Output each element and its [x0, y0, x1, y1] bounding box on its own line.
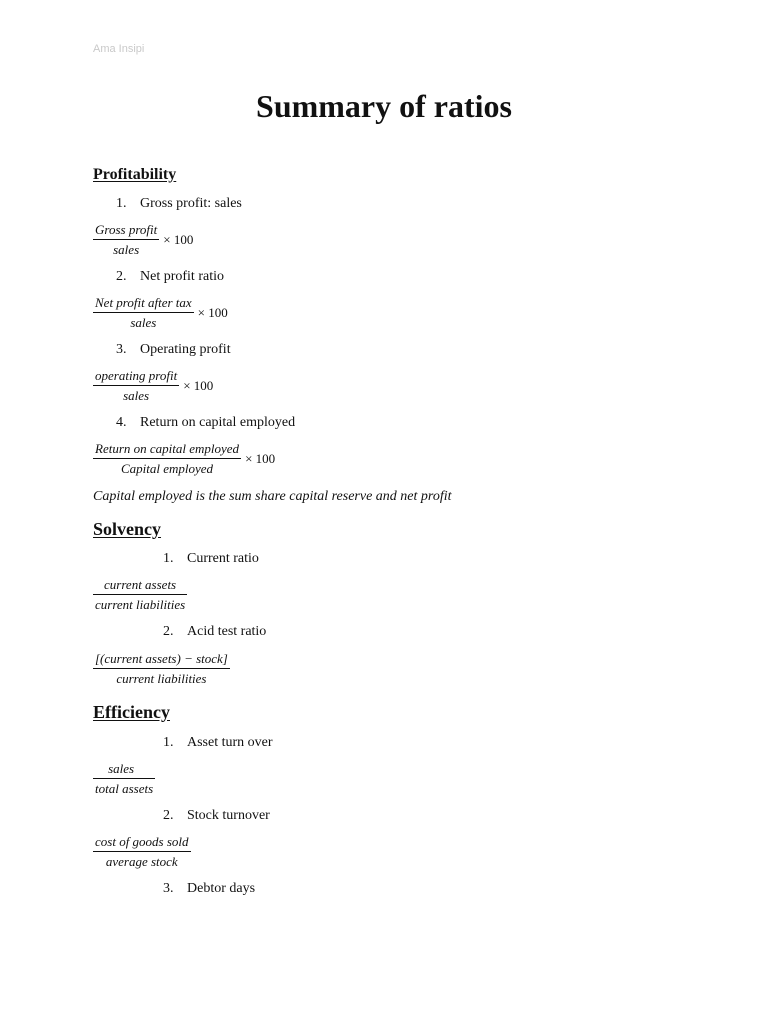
formula-numerator: Gross profit [93, 222, 159, 240]
formula-numerator: Net profit after tax [93, 295, 194, 313]
formula-denominator: Capital employed [120, 461, 214, 476]
formula-denominator: sales [130, 315, 157, 330]
list-number: 2. [116, 269, 127, 284]
formula-net-profit [93, 295, 228, 330]
formula-multiplier: × 100 [163, 231, 194, 247]
list-item [163, 550, 259, 568]
formula-gross-profit [93, 222, 193, 257]
list-number: 1. [163, 551, 174, 566]
list-item [163, 734, 273, 752]
list-number: 3. [116, 342, 127, 357]
solvency-heading: Solvency [93, 519, 162, 539]
formula-numerator: Return on capital employed [93, 441, 241, 459]
list-item [163, 880, 255, 898]
list-label: Return on capital employed [140, 415, 296, 430]
formula-numerator: [(current assets) − stock] [93, 651, 230, 669]
formula-denominator: current liabilities [116, 671, 207, 686]
document-title: Summary of ratios [256, 88, 512, 124]
formula-numerator: operating profit [93, 368, 179, 386]
formula-numerator: current assets [93, 577, 187, 595]
formula-multiplier: × 100 [183, 377, 214, 393]
author-name: Ama Insipi [93, 43, 145, 55]
list-item [116, 341, 231, 359]
formula-operating-profit [93, 368, 213, 403]
list-item [163, 623, 266, 641]
list-label: Current ratio [187, 551, 259, 566]
formula-asset-turnover [93, 761, 155, 796]
formula-acid-test [93, 651, 230, 686]
list-label: Net profit ratio [140, 269, 224, 284]
formula-denominator: sales [113, 242, 140, 257]
formula-multiplier: × 100 [197, 304, 228, 320]
formula-denominator: sales [123, 388, 150, 403]
profitability-heading: Profitability [93, 166, 177, 183]
formula-numerator: sales [93, 761, 155, 779]
list-number: 1. [116, 196, 127, 211]
formula-current-ratio [93, 577, 187, 612]
formula-return-on-capital [93, 441, 275, 476]
list-item [116, 414, 295, 432]
list-label: Stock turnover [187, 808, 270, 823]
list-number: 4. [116, 415, 127, 430]
list-number: 2. [163, 808, 174, 823]
list-label: Asset turn over [187, 735, 273, 750]
efficiency-heading: Efficiency [93, 702, 170, 722]
list-number: 1. [163, 735, 174, 750]
capital-employed-note: Capital employed is the sum share capital reserve and net profit [93, 489, 452, 504]
formula-stock-turnover [93, 834, 191, 869]
formula-numerator: cost of goods sold [93, 834, 191, 852]
formula-denominator: average stock [105, 854, 178, 869]
list-item [163, 807, 270, 825]
list-number: 3. [163, 881, 174, 896]
list-item [116, 268, 224, 286]
list-label: Operating profit [140, 342, 231, 357]
formula-multiplier: × 100 [245, 450, 276, 466]
list-item [116, 195, 242, 213]
list-label: Acid test ratio [187, 624, 267, 639]
formula-denominator: total assets [95, 781, 154, 796]
list-label: Gross profit: sales [140, 196, 242, 211]
list-label: Debtor days [187, 881, 256, 896]
formula-denominator: current liabilities [95, 597, 186, 612]
list-number: 2. [163, 624, 174, 639]
